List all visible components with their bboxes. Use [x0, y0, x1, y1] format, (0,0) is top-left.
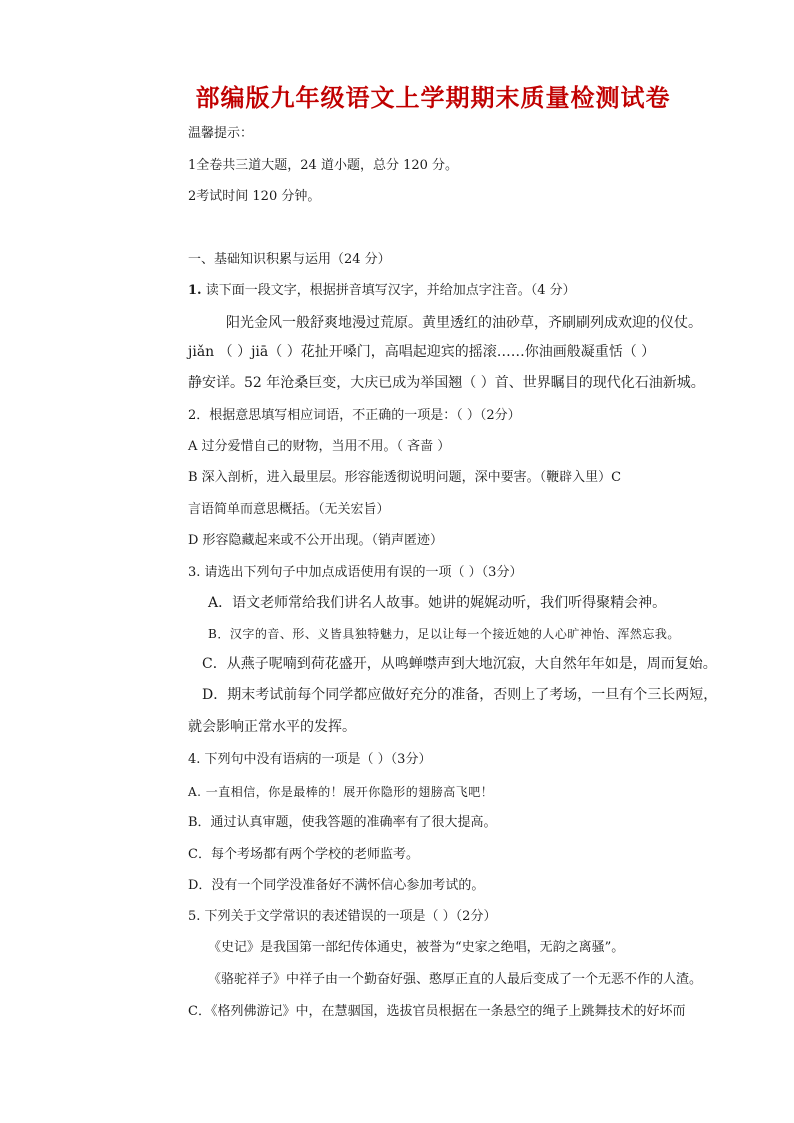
q2-option-b: B 深入剖析，进入最里层。形容能透彻说明问题，深中要害。（鞭辟入里）C: [188, 470, 622, 485]
q5-stem: 5. 下列关于文学常识的表述错误的一项是（ ）（2分）: [188, 909, 497, 924]
q5-option-c: C．《格列佛游记》中，在慧骃国，选拔官员根据在一条悬空的绳子上跳舞技术的好坏而: [188, 1004, 686, 1019]
q4-stem: 4. 下列句中没有语病的一项是（ ）（3分）: [188, 752, 432, 767]
q3-stem: 3. 请选出下列句子中加点成语使用有误的一项（ ）（3分）: [188, 565, 523, 580]
q3-option-a: A．语文老师常给我们讲名人故事。她讲的娓娓动听，我们听得聚精会神。: [208, 595, 667, 611]
q1-passage-line-2: jiǎn （ ）jiā（ ）花扯开嗓门，高唱起迎宾的摇滚……你油画般凝重恬（ ）: [188, 344, 656, 360]
q1-passage-line-3: 静安详。52 年沧桑巨变，大庆已成为举国翘（ ）首、世界瞩目的现代化石油新城。: [188, 375, 705, 391]
q3-option-d-line-1: D．期末考试前每个同学都应做好充分的准备，否则上了考场，一旦有个三长两短，: [202, 687, 718, 703]
q2-option-a: A 过分爱惜自己的财物，当用不用。（ 吝啬 ）: [188, 439, 451, 454]
section-1-heading: 一、基础知识积累与运用（24 分）: [188, 252, 391, 267]
q5-option-b: 《骆驼祥子》中祥子由一个勤奋好强、憨厚正直的人最后变成了一个无恶不作的人渣。: [208, 972, 703, 987]
q4-option-a: A. 一直相信，你是最棒的！展开你隐形的翅膀高飞吧！: [188, 785, 494, 799]
q3-option-d-line-2: 就会影响正常水平的发挥。: [188, 719, 356, 735]
q2-option-d: D 形容隐藏起来或不公开出现。（销声匿迹）: [188, 533, 444, 548]
q2-stem: 2．根据意思填写相应词语，不正确的一项是：（ ）（2分）: [188, 408, 521, 423]
q3-option-b: B．汉字的音、形、义皆具独特魅力，足以让每一个接近她的人心旷神怡、浑然忘我。: [208, 627, 680, 641]
q1-passage-line-1: 阳光金风一般舒爽地漫过荒原。黄里透红的油砂草，齐刷刷列成欢迎的仪仗。: [226, 315, 702, 331]
q1-stem-text: 读下面一段文字，根据拼音填写汉字，并给加点字注音。（4 分）: [205, 283, 576, 298]
q4-option-c: C．每个考场都有两个学校的老师监考。: [188, 847, 419, 862]
tips-heading: 温馨提示：: [188, 126, 254, 141]
page-title: 部编版九年级语文上学期期末质量检测试卷: [195, 84, 671, 112]
q2-option-c: 言语简单而意思概括。（无关宏旨）: [188, 502, 390, 517]
q4-option-d: D．没有一个同学没准备好不满怀信心参加考试的。: [188, 878, 485, 893]
q1-stem: [188, 282, 576, 300]
tips-line-1: 1全卷共三道大题，24 道小题，总分 120 分。: [188, 158, 459, 173]
q5-option-a: 《史记》是我国第一部纪传体通史，被誉为“史家之绝唱，无韵之离骚”。: [208, 940, 625, 955]
q1-number: 1.: [188, 283, 202, 298]
tips-line-2: 2考试时间 120 分钟。: [188, 189, 321, 204]
q3-option-c: C．从燕子呢喃到荷花盛开，从鸣蝉噤声到大地沉寂，大自然年年如是，周而复始。: [202, 656, 717, 672]
q4-option-b: B．通过认真审题，使我答题的准确率有了很大提高。: [188, 815, 497, 830]
